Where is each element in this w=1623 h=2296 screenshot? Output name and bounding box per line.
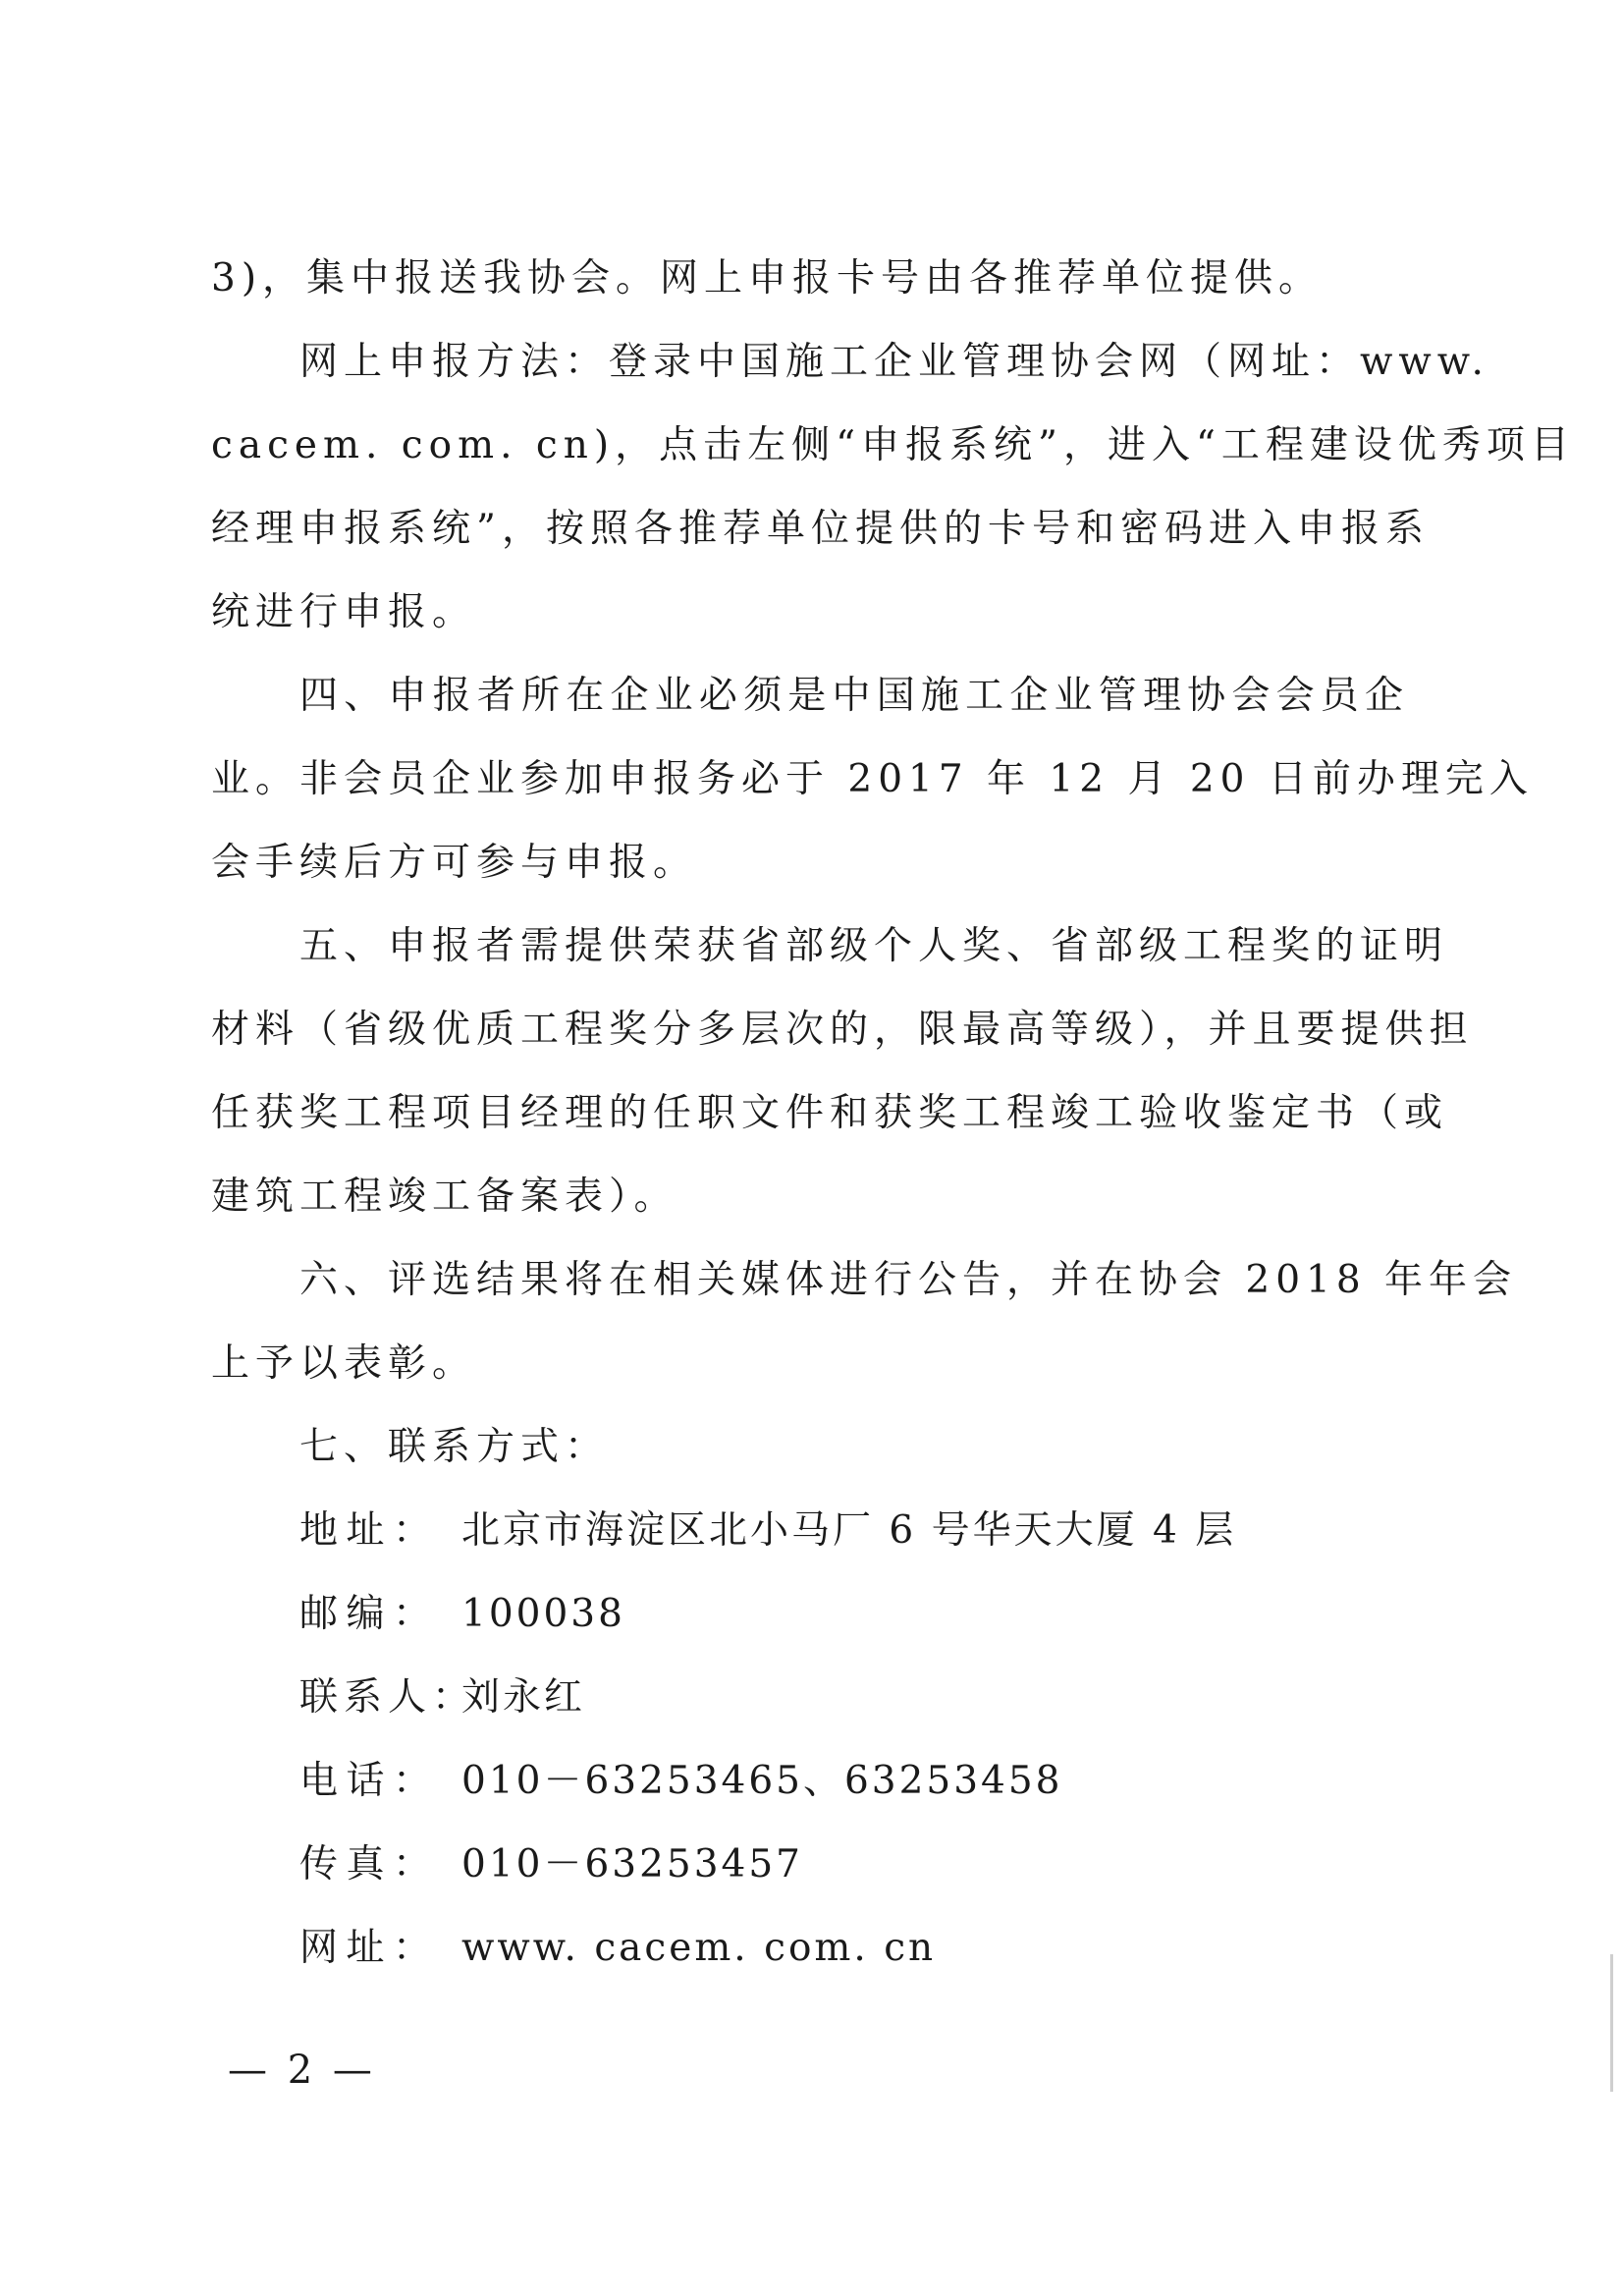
body-line: 六、评选结果将在相关媒体进行公告，并在协会 2018 年年会 [299,1258,1518,1302]
body-line: 3)，集中报送我协会。网上申报卡号由各推荐单位提供。 [211,256,1324,301]
person-label: 联系人： [299,1675,477,1720]
body-line: 五、申报者需提供荣获省部级个人奖、省部级工程奖的证明 [299,924,1449,968]
fax-value: 010－63253457 [461,1842,803,1886]
website-label: 网址： [299,1926,437,1970]
body-line: 上予以表彰。 [211,1341,477,1386]
website-value: www. cacem. com. cn [461,1926,937,1970]
scan-edge-mark [1610,1954,1613,2092]
contact-phone [299,1752,1062,1811]
contact-address [299,1502,1236,1560]
fax-label: 传真： [299,1842,437,1886]
address-value: 北京市海淀区北小马厂 6 号华天大厦 4 层 [461,1508,1237,1553]
contact-postcode [299,1585,625,1644]
body-line: 材料（省级优质工程奖分多层次的，限最高等级），并且要提供担 [211,1008,1474,1052]
body-line: 建筑工程竣工备案表）。 [211,1175,678,1219]
body-line: 任获奖工程项目经理的任职文件和获奖工程竣工验收鉴定书（或 [211,1091,1449,1135]
body-line: 会手续后方可参与申报。 [211,841,698,885]
postcode-value: 100038 [461,1592,625,1636]
person-value: 刘永红 [461,1675,586,1720]
contact-person [299,1668,585,1727]
contact-heading: 七、联系方式： [299,1425,610,1469]
body-line: cacem. com. cn)，点击左侧“申报系统”，进入“工程建设优秀项目 [211,423,1575,467]
phone-value: 010－63253465、63253458 [461,1759,1063,1803]
contact-fax [299,1835,803,1894]
postcode-label: 邮编： [299,1592,437,1636]
contact-website [299,1919,936,1978]
body-line: 统进行申报。 [211,590,477,634]
address-label: 地址： [299,1508,437,1553]
body-line: 经理申报系统”，按照各推荐单位提供的卡号和密码进入申报系 [211,507,1430,551]
body-line: 网上申报方法：登录中国施工企业管理协会网（网址：www. [299,340,1489,384]
body-line: 业。非会员企业参加申报务必于 2017 年 12 月 20 日前办理完入 [211,757,1534,801]
page-number: — 2 — [228,2048,376,2093]
phone-label: 电话： [299,1759,437,1803]
body-line: 四、申报者所在企业必须是中国施工企业管理协会会员企 [299,674,1409,718]
